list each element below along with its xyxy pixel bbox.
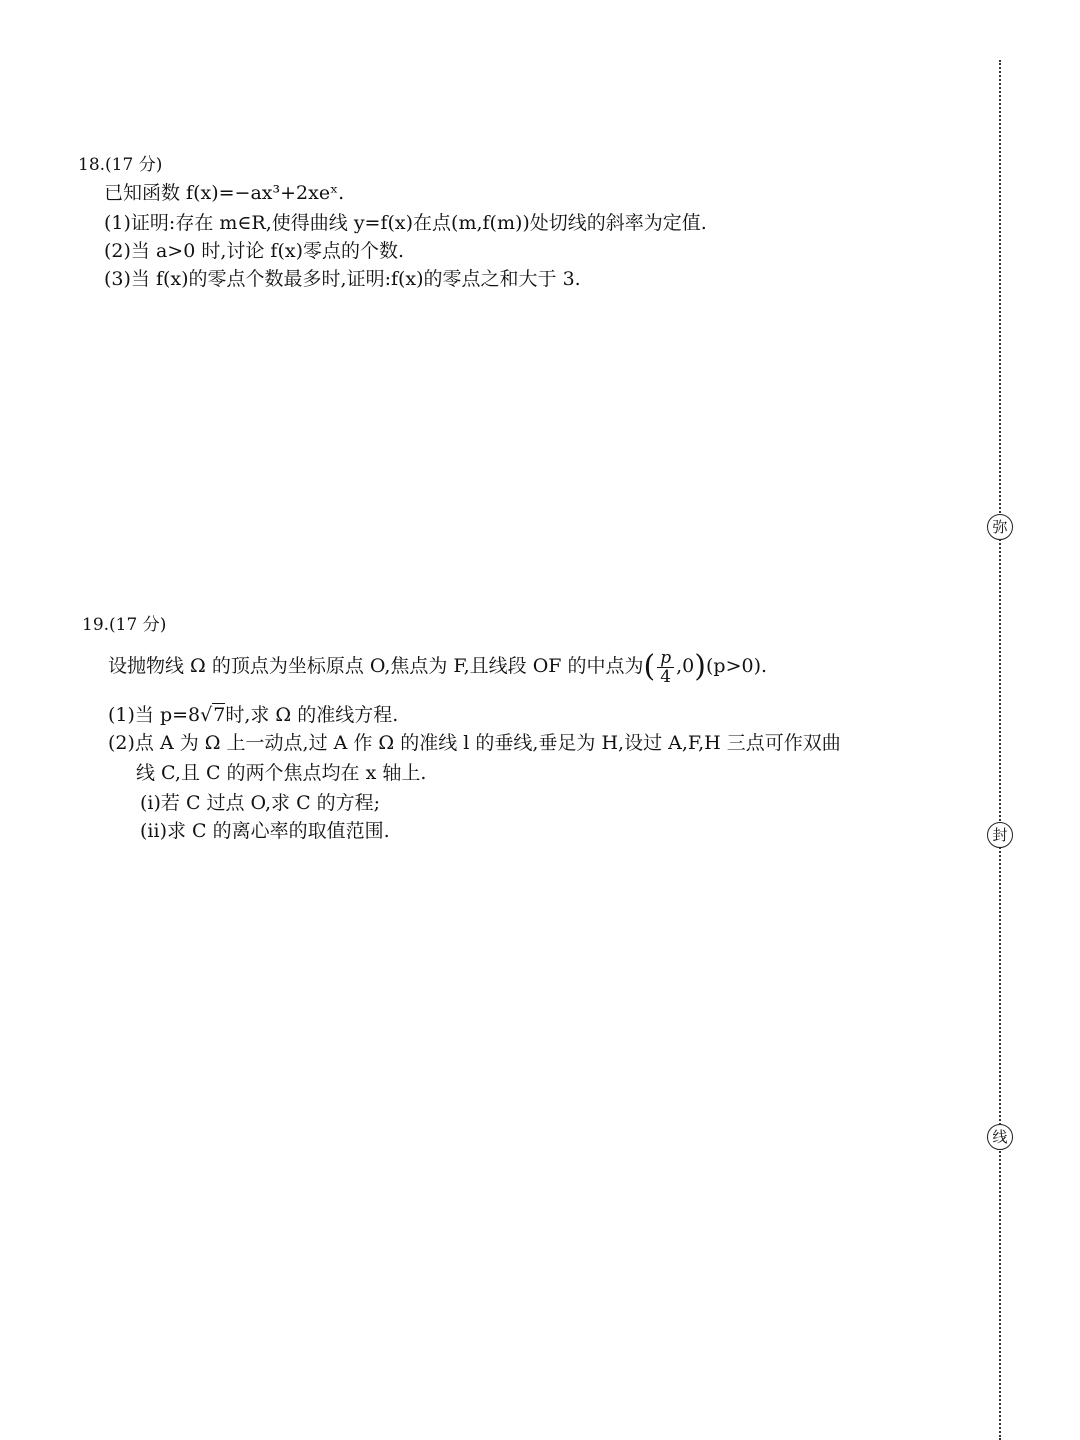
fraction-p-over-4 <box>657 649 674 686</box>
problem-19-sub-ii: (ⅱ)求 C 的离心率的取值范围. <box>140 820 390 842</box>
problem-19-stem-text: 设抛物线 Ω 的顶点为坐标原点 O,焦点为 F,且线段 OF 的中点为 <box>108 655 644 677</box>
problem-19-part-2-line-2: 线 C,且 C 的两个焦点均在 x 轴上. <box>136 762 427 784</box>
point-y-coord: ,0 <box>676 655 695 677</box>
problem-19-part-1-prefix: (1)当 p=8 <box>108 704 201 726</box>
problem-19-sub-i: (ⅰ)若 C 过点 O,求 C 的方程; <box>140 792 381 814</box>
problem-19-stem-condition: (p>0). <box>706 655 768 677</box>
problem-18-header: 18.(17 分) <box>78 155 163 175</box>
problem-18-stem: 已知函数 f(x)=−ax³+2xeˣ. <box>104 182 345 204</box>
problem-19-header: 19.(17 分) <box>82 615 167 635</box>
seal-mark-3: 线 <box>987 1124 1013 1150</box>
sqrt-radicand: 7 <box>213 704 226 726</box>
problem-19-part-1 <box>108 702 398 728</box>
problem-18-part-1: (1)证明:存在 m∈R,使得曲线 y=f(x)在点(m,f(m))处切线的斜率为定值. <box>104 212 707 234</box>
seal-mark-2: 封 <box>987 822 1013 848</box>
problem-18-part-2: (2)当 a>0 时,讨论 f(x)零点的个数. <box>104 240 405 262</box>
seal-mark-1: 弥 <box>987 514 1013 540</box>
problem-19-stem <box>108 648 767 686</box>
right-paren: ) <box>694 649 706 684</box>
left-paren: ( <box>643 649 656 684</box>
problem-19-part-1-suffix: 时,求 Ω 的准线方程. <box>225 704 399 726</box>
fraction-denominator: 4 <box>660 666 672 687</box>
binding-dotted-line <box>999 60 1001 1440</box>
fraction-numerator: p <box>657 649 674 668</box>
problem-19-part-2-line-1: (2)点 A 为 Ω 上一动点,过 A 作 Ω 的准线 l 的垂线,垂足为 H,设过 A,F,H 三点可作双曲 <box>108 732 841 754</box>
problem-18-part-3: (3)当 f(x)的零点个数最多时,证明:f(x)的零点之和大于 3. <box>104 268 581 290</box>
sqrt-sign: √ <box>200 704 213 726</box>
